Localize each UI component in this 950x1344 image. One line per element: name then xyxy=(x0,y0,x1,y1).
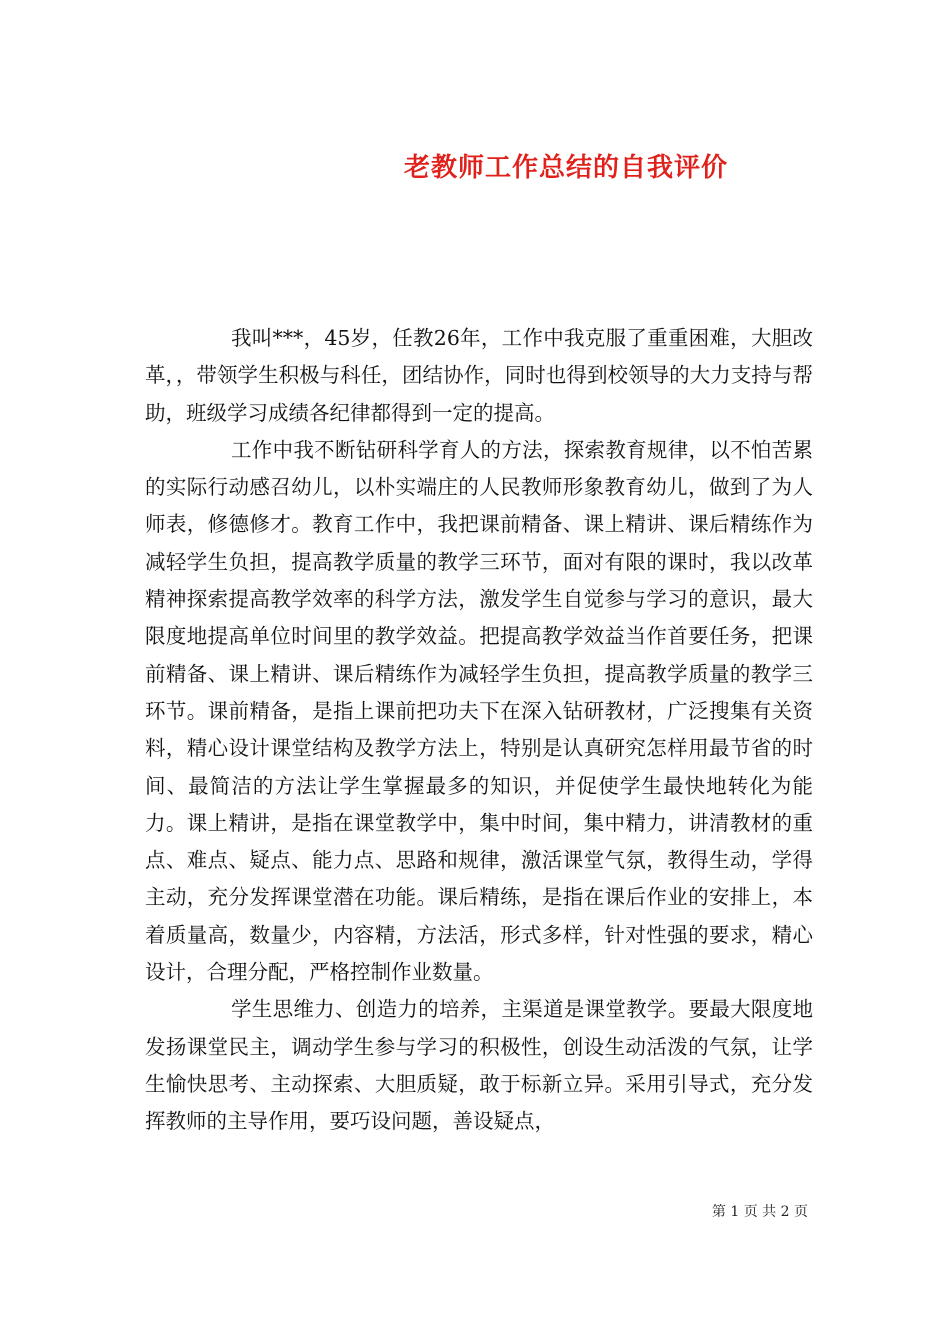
document-title: 老教师工作总结的自我评价 xyxy=(403,153,728,184)
paragraph-3: 学生思维力、创造力的培养，主渠道是课堂教学。要最大限度地发扬课堂民主，调动学生参与学习的积极性，创设生动活泼的气氛，让学生愉快思考、主动探索、大胆质疑，敢于标新立异。采用引导式，充分发挥教师的主导作用，要巧设问题，善设疑点， xyxy=(145,997,813,1134)
paragraph-2: 工作中我不断钻研科学育人的方法，探索教育规律，以不怕苦累的实际行动感召幼儿，以朴实端庄的人民教师形象教育幼儿，做到了为人师表，修德修才。教育工作中，我把课前精备、课上精讲、课后精练作为减轻学生负担，提高教学质量的教学三环节，面对有限的课时，我以改革精神探索提高教学效率的科学方法，激发学生自觉参与学习的意识，最大限度地提高单位时间里的教学效益。把提高教学效益当作首要任务，把课前精备、课上精讲、课后精练作为减轻学生负担，提高教学质量的教学三环节。课前精备，是指上课前把功夫下在深入钻研教材，广泛搜集有关资料，精心设计课堂结构及教学方法上，特别是认真研究怎样用最节省的时间、最简洁的方法让学生掌握最多的知识，并促使学生最快地转化为能力。课上精讲，是指在课堂教学中，集中时间，集中精力，讲清教材的重点、难点、疑点、能力点、思路和规律，激活课堂气氛，教得生动，学得主动，充分发挥课堂潜在功能。课后精练，是指在课后作业的安排上，本着质量高，数量少，内容精，方法活，形式多样，针对性强的要求，精心设计，合理分配，严格控制作业数量。 xyxy=(145,437,813,985)
page-number-footer: 第 1 页 共 2 页 xyxy=(711,1204,808,1220)
document-body xyxy=(145,320,813,1141)
paragraph-1: 我叫***，45岁，任教26年，工作中我克服了重重困难，大胆改革，，带领学生积极与科任，团结协作，同时也得到校领导的大力支持与帮助，班级学习成绩各纪律都得到一定的提高。 xyxy=(145,326,813,425)
